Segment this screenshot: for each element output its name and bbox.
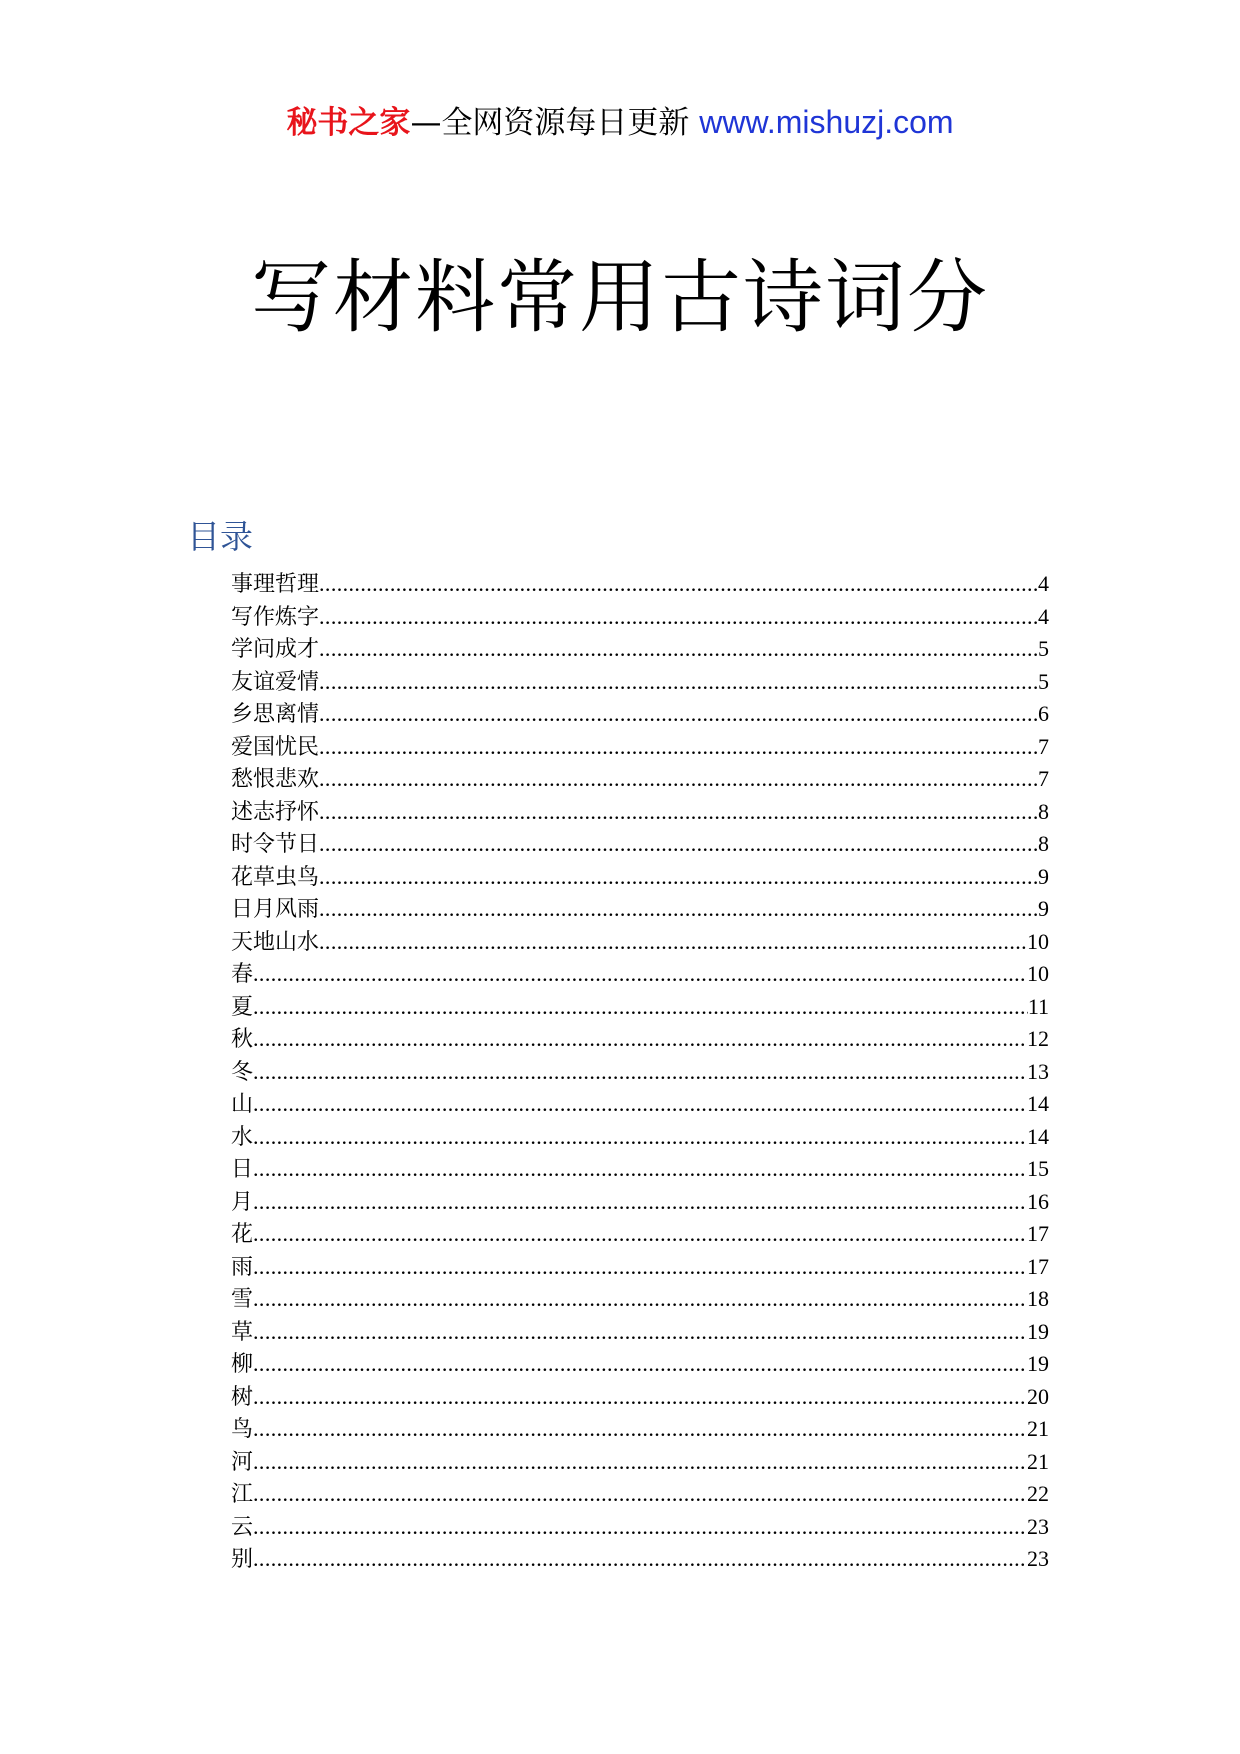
toc-dot-leader [319, 666, 1038, 699]
toc-dot-leader [253, 1478, 1027, 1511]
toc-entry-page-number: 4 [1038, 571, 1049, 596]
toc-entry-label: 乡思离情 [231, 702, 320, 727]
toc-entry-label: 事理哲理 [231, 572, 320, 597]
toc-entry[interactable] [231, 796, 1049, 829]
toc-entry[interactable] [231, 861, 1049, 894]
toc-entry-page-number: 5 [1038, 668, 1049, 694]
toc-entry[interactable] [231, 1283, 1049, 1316]
toc-entry-page-number: 18 [1027, 1286, 1049, 1311]
toc-dot-leader [319, 893, 1038, 926]
toc-entry[interactable] [231, 1413, 1049, 1446]
toc-entry-page-number: 8 [1038, 798, 1049, 824]
toc-entry-page-number: 8 [1038, 831, 1049, 856]
toc-entry-page-number: 15 [1027, 1156, 1049, 1181]
brand-name: 秘书之家 [286, 105, 411, 141]
toc-dot-leader [253, 1023, 1027, 1056]
toc-entry-page-number: 7 [1038, 733, 1049, 759]
toc-entry-label: 天地山水 [231, 929, 320, 955]
toc-entry-page-number: 19 [1027, 1351, 1049, 1376]
toc-dot-leader [253, 1088, 1027, 1121]
toc-dot-leader [319, 828, 1038, 861]
site-banner [0, 100, 1240, 145]
toc-entry-label: 日月风雨 [231, 897, 320, 922]
toc-entry-page-number: 10 [1027, 961, 1049, 986]
toc-entry[interactable] [231, 1153, 1049, 1186]
toc-entry-page-number: 17 [1027, 1253, 1049, 1279]
toc-entry-page-number: 10 [1027, 928, 1049, 954]
toc-entry[interactable] [231, 1088, 1049, 1121]
toc-dot-leader [319, 926, 1027, 959]
toc-dot-leader [319, 568, 1038, 601]
toc-entry-label: 柳 [231, 1352, 254, 1377]
toc-entry-page-number: 17 [1027, 1221, 1049, 1246]
toc-entry-label: 日 [231, 1157, 254, 1182]
toc-dot-leader [319, 763, 1038, 796]
toc-entry[interactable] [231, 893, 1049, 926]
toc-entry[interactable] [231, 633, 1049, 666]
toc-dot-leader [253, 1283, 1027, 1316]
toc-entry-page-number: 9 [1038, 863, 1049, 889]
toc-dot-leader [253, 1153, 1027, 1186]
toc-entry[interactable] [231, 828, 1049, 861]
toc-entry-label: 鸟 [231, 1417, 254, 1442]
toc-entry[interactable] [231, 991, 1049, 1024]
toc-entry-page-number: 23 [1027, 1513, 1049, 1539]
toc-entry-page-number: 11 [1027, 993, 1049, 1019]
toc-entry-page-number: 5 [1038, 636, 1049, 661]
toc-dot-leader [253, 1316, 1027, 1349]
toc-entry-label: 水 [231, 1124, 254, 1150]
toc-entry-label: 别 [231, 1547, 254, 1572]
toc-entry-page-number: 6 [1038, 701, 1049, 726]
toc-entry-label: 雪 [231, 1287, 254, 1312]
toc-entry[interactable] [231, 1478, 1049, 1511]
toc-entry[interactable] [231, 731, 1049, 764]
toc-entry[interactable] [231, 1543, 1049, 1576]
toc-entry-label: 愁恨悲欢 [231, 767, 320, 792]
toc-entry-page-number: 22 [1027, 1481, 1049, 1506]
toc-entry[interactable] [231, 1316, 1049, 1349]
toc-entry-page-number: 12 [1027, 1026, 1049, 1051]
toc-dot-leader [253, 958, 1027, 991]
toc-entry[interactable] [231, 1251, 1049, 1284]
toc-entry[interactable] [231, 1023, 1049, 1056]
toc-entry-label: 树 [231, 1384, 254, 1410]
toc-entry[interactable] [231, 763, 1049, 796]
toc-entry-page-number: 16 [1027, 1188, 1049, 1214]
toc-entry[interactable] [231, 958, 1049, 991]
toc-entry-page-number: 9 [1038, 896, 1049, 921]
toc-entry[interactable] [231, 568, 1049, 601]
toc-entry-label: 爱国忧民 [231, 734, 320, 760]
table-of-contents [231, 568, 1049, 1576]
toc-entry-label: 草 [231, 1319, 254, 1345]
toc-entry-page-number: 4 [1038, 603, 1049, 629]
toc-entry[interactable] [231, 1446, 1049, 1479]
toc-dot-leader [253, 1511, 1027, 1544]
toc-dot-leader [319, 796, 1038, 829]
toc-entry-label: 花草虫鸟 [231, 864, 320, 890]
toc-dot-leader [319, 731, 1038, 764]
toc-entry-page-number: 7 [1038, 766, 1049, 791]
toc-dot-leader [319, 601, 1038, 634]
toc-entry-page-number: 21 [1027, 1448, 1049, 1474]
site-url-link[interactable]: www.mishuzj.com [699, 104, 954, 140]
toc-entry[interactable] [231, 1381, 1049, 1414]
toc-entry-label: 友谊爱情 [231, 669, 320, 695]
toc-entry[interactable] [231, 926, 1049, 959]
toc-entry-label: 学问成才 [231, 637, 320, 662]
toc-entry-page-number: 23 [1027, 1546, 1049, 1571]
toc-entry-label: 述志抒怀 [231, 799, 320, 825]
banner-slogan: —全网资源每日更新 [410, 105, 690, 141]
toc-entry-page-number: 13 [1027, 1058, 1049, 1084]
toc-dot-leader [319, 698, 1038, 731]
toc-entry[interactable] [231, 1056, 1049, 1089]
toc-entry-label: 花 [231, 1222, 254, 1247]
toc-entry[interactable] [231, 666, 1049, 699]
toc-entry-label: 山 [231, 1092, 254, 1117]
toc-dot-leader [253, 1543, 1027, 1576]
toc-dot-leader [253, 1348, 1027, 1381]
toc-dot-leader [253, 1251, 1027, 1284]
toc-entry-page-number: 14 [1027, 1123, 1049, 1149]
toc-dot-leader [319, 861, 1038, 894]
toc-entry-label: 云 [231, 1514, 254, 1540]
toc-dot-leader [253, 991, 1028, 1024]
toc-entry-page-number: 20 [1027, 1383, 1049, 1409]
toc-dot-leader [253, 1218, 1027, 1251]
toc-entry-label: 冬 [231, 1059, 254, 1085]
toc-entry[interactable] [231, 1348, 1049, 1381]
toc-dot-leader [253, 1056, 1027, 1089]
toc-entry[interactable] [231, 601, 1049, 634]
toc-dot-leader [253, 1121, 1027, 1154]
toc-entry-page-number: 14 [1027, 1091, 1049, 1116]
toc-entry-label: 江 [231, 1482, 254, 1507]
toc-entry-label: 月 [231, 1189, 254, 1215]
toc-dot-leader [319, 633, 1038, 666]
toc-heading: 目录 [187, 517, 253, 556]
toc-entry[interactable] [231, 1218, 1049, 1251]
toc-entry-label: 河 [231, 1449, 254, 1475]
toc-dot-leader [253, 1446, 1027, 1479]
toc-entry-label: 时令节日 [231, 832, 320, 857]
toc-entry[interactable] [231, 1186, 1049, 1219]
toc-entry[interactable] [231, 698, 1049, 731]
document-title: 写材料常用古诗词分 [251, 251, 989, 344]
toc-entry-label: 春 [231, 962, 254, 987]
toc-entry-label: 秋 [231, 1027, 254, 1052]
toc-dot-leader [253, 1186, 1027, 1219]
toc-dot-leader [253, 1381, 1027, 1414]
toc-entry[interactable] [231, 1121, 1049, 1154]
toc-entry-page-number: 21 [1027, 1416, 1049, 1441]
toc-entry-label: 夏 [231, 994, 254, 1020]
toc-dot-leader [253, 1413, 1027, 1446]
toc-entry-label: 雨 [231, 1254, 254, 1280]
toc-entry-label: 写作炼字 [231, 604, 320, 630]
toc-entry-page-number: 19 [1027, 1318, 1049, 1344]
toc-entry[interactable] [231, 1511, 1049, 1544]
